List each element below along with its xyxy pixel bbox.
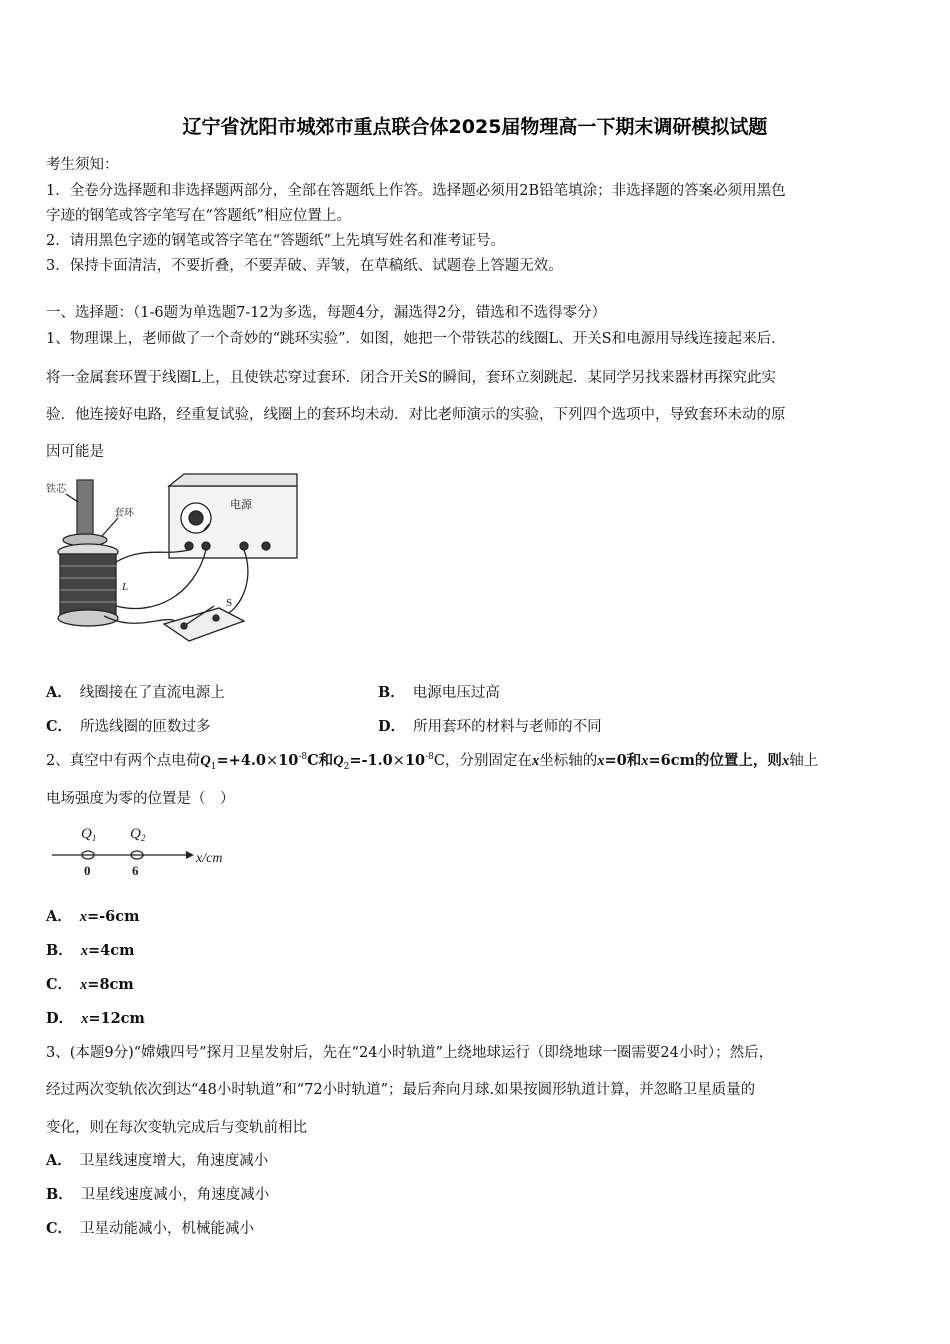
tick-6: 6 xyxy=(132,863,139,878)
coil-label: L xyxy=(122,581,129,593)
notice-item: 2．请用黑色字迹的钢笔或答字笔在“答题纸”上先填写姓名和准考证号。 xyxy=(46,233,506,249)
section-heading: 一、选择题：（1-6题为单选题7-12为多选，每题4分，漏选得2分，错选和不选得零分） xyxy=(46,305,607,321)
notice-item: 字迹的钢笔或答字笔写在“答题纸”相应位置上。 xyxy=(46,208,351,224)
question-3-text: 变化，则在每次变轨完成后与变轨前相比 xyxy=(46,1120,307,1136)
power-label: 电源 xyxy=(230,499,252,511)
notice-heading: 考生须知： xyxy=(46,157,119,173)
svg-text:Q2: $Q_2$ xyxy=(130,826,146,843)
jumping-ring-figure xyxy=(44,466,304,651)
option-c[interactable]: C． x=8cm xyxy=(46,976,134,993)
question-1-text: 1、物理课上，老师做了一个奇妙的“跳环实验”．如图，她把一个带铁芯的线圈L、开关S和电源用导线连接起来后． xyxy=(46,331,786,347)
option-c[interactable]: C． 所选线圈的匝数过多 xyxy=(46,718,211,735)
question-3-text: 3、(本题9分)“嫦娥四号”探月卫星发射后，先在“24小时轨道”上绕地球运行（即绕地球一圈需要24小时）；然后， xyxy=(46,1045,774,1061)
notice-item: 1．全卷分选择题和非选择题两部分，全部在答题纸上作答。选择题必须用2B铅笔填涂；非选择题的答案必须用黑色 xyxy=(46,183,786,199)
question-3-text: 经过两次变轨依次到达“48小时轨道”和“72小时轨道”；最后奔向月球.如果按圆形轨道计算，并忽略卫星质量的 xyxy=(46,1082,756,1098)
option-a[interactable]: A． 卫星线速度增大，角速度减小 xyxy=(46,1152,269,1169)
switch-label: S xyxy=(226,597,233,609)
option-b[interactable]: B． 电源电压过高 xyxy=(378,684,500,701)
tick-0: 0 xyxy=(84,863,91,878)
question-1-text: 将一金属套环置于线圈L上，且使铁芯穿过套环．闭合开关S的瞬间，套环立刻跳起．某同学另找来器材再探究此实 xyxy=(46,370,777,386)
option-d[interactable]: D． x=12cm xyxy=(46,1010,145,1027)
option-d[interactable]: D． 所用套环的材料与老师的不同 xyxy=(378,718,602,735)
iron-core-shape xyxy=(77,480,93,540)
option-a[interactable]: A． 线圈接在了直流电源上 xyxy=(46,684,225,701)
option-c[interactable]: C． 卫星动能减小，机械能减小 xyxy=(46,1220,255,1237)
charge-axis-figure xyxy=(46,820,246,882)
axis-label: x/cm xyxy=(196,851,223,866)
svg-text:Q1: $Q_1$ xyxy=(81,826,97,843)
option-a[interactable]: A． x=-6cm xyxy=(46,908,140,925)
option-b[interactable]: B． 卫星线速度减小，角速度减小 xyxy=(46,1186,270,1203)
question-2-text: 电场强度为零的位置是（ ） xyxy=(46,791,235,807)
question-2-text: 2、真空中有两个点电荷$Q_1=+4.0\times 10^{-8}C$和$Q_2=-1.0\times 10^{-8}C$，分别固定在x坐标轴的x=0和x=6cm的位置上，则x轴上 xyxy=(46,752,819,772)
option-b[interactable]: B． x=4cm xyxy=(46,942,135,959)
question-1-text: 因可能是 xyxy=(46,444,104,460)
core-label: 铁芯 xyxy=(46,484,66,495)
ring-label: 套环 xyxy=(114,508,134,519)
notice-item: 3．保持卡面清洁，不要折叠，不要弄破、弄皱，在草稿纸、试题卷上答题无效。 xyxy=(46,258,563,274)
question-1-text: 验．他连接好电路，经重复试验，线圈上的套环均未动．对比老师演示的实验，下列四个选项中，导致套环未动的原 xyxy=(46,407,786,423)
page-title: 辽宁省沈阳市城郊市重点联合体2025届物理高一下期末调研模拟试题 xyxy=(182,116,768,138)
